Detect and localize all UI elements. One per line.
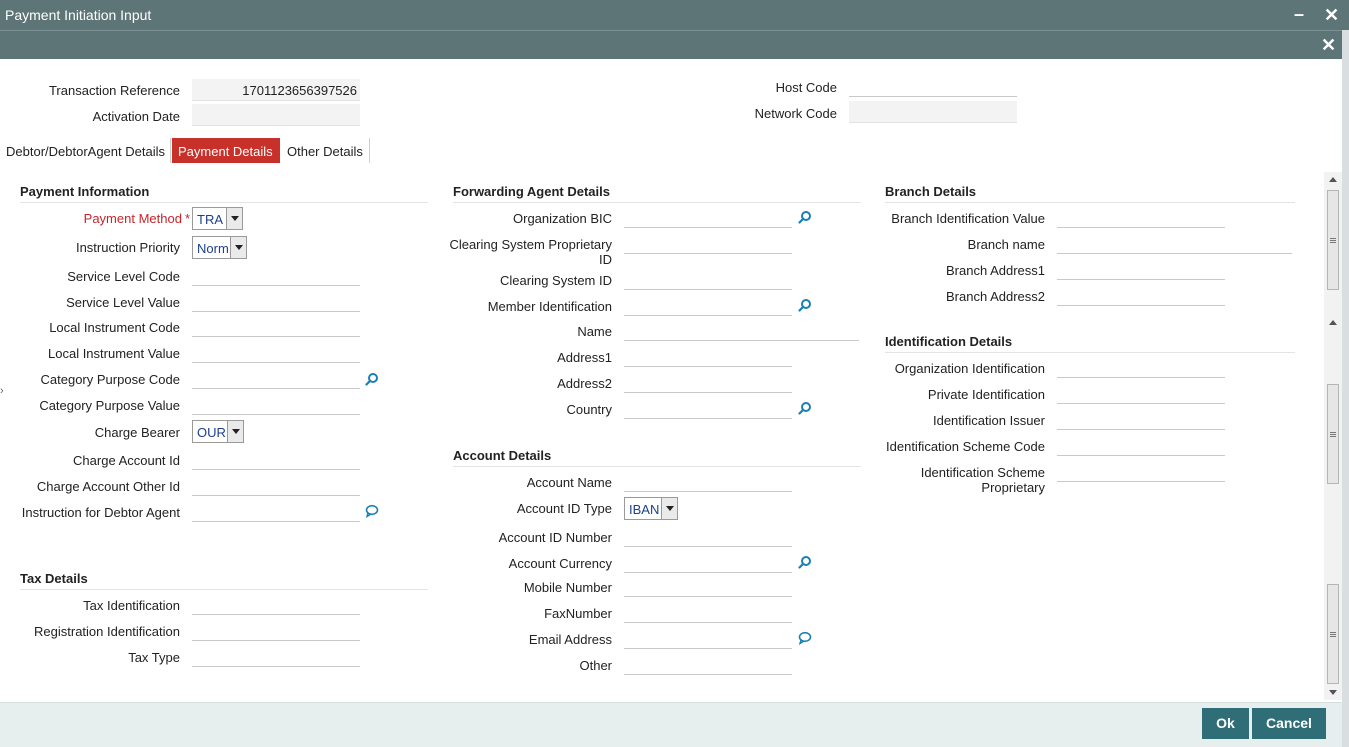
required-star: * — [184, 211, 190, 226]
window-title: Payment Initiation Input — [5, 7, 152, 23]
local-instrument-code-label: Local Instrument Code — [49, 320, 180, 335]
identification-scheme-proprietary-field[interactable] — [1057, 460, 1225, 482]
branch-address2-label: Branch Address2 — [945, 289, 1045, 304]
identification-scheme-code-field[interactable] — [1057, 434, 1225, 456]
name-field[interactable] — [624, 319, 859, 341]
minimize-icon[interactable]: – — [1294, 4, 1305, 24]
network-code-label: Network Code — [754, 106, 837, 121]
registration-identification-field[interactable] — [192, 619, 360, 641]
account-name-label: Account Name — [526, 475, 612, 490]
category-purpose-code-label: Category Purpose Code — [40, 372, 180, 387]
local-instrument-value-label: Local Instrument Value — [48, 346, 180, 361]
scroll-thumb[interactable] — [1327, 384, 1339, 484]
grip-line — [1330, 436, 1336, 437]
organization-bic-field[interactable] — [624, 206, 792, 228]
private-identification-label: Private Identification — [927, 387, 1045, 402]
service-level-value-label: Service Level Value — [66, 295, 180, 310]
comment-icon[interactable] — [798, 631, 812, 645]
grip-line — [1330, 432, 1336, 433]
transaction-reference-value: 1701123656397526 — [242, 83, 357, 98]
email-address-label: Email Address — [528, 632, 612, 647]
branch-address2-field[interactable] — [1057, 284, 1225, 306]
service-level-code-field[interactable] — [192, 264, 360, 286]
scroll-up-arrow-icon[interactable] — [1329, 320, 1337, 325]
country-label: Country — [566, 402, 612, 417]
charge-account-other-id-label: Charge Account Other Id — [36, 479, 180, 494]
branch-address1-field[interactable] — [1057, 258, 1225, 280]
identification-issuer-label: Identification Issuer — [932, 413, 1045, 428]
payment-information-title: Payment Information — [20, 183, 428, 203]
account-id-type-value: IBAN — [629, 502, 660, 517]
branch-identification-value-label: Branch Identification Value — [891, 211, 1045, 226]
clearing-proprietary-field[interactable] — [624, 232, 792, 254]
instruction-priority-select[interactable] — [192, 236, 247, 259]
organization-bic-label: Organization BIC — [513, 211, 612, 226]
branch-address1-label: Branch Address1 — [945, 263, 1045, 278]
account-currency-label: Account Currency — [508, 556, 612, 571]
payment-method-label — [20, 211, 190, 226]
search-icon[interactable] — [798, 298, 812, 312]
transaction-reference-label: Transaction Reference — [48, 83, 180, 98]
address1-label: Address1 — [557, 350, 612, 365]
tax-identification-label: Tax Identification — [83, 598, 180, 613]
category-purpose-value-field[interactable] — [192, 393, 360, 415]
account-currency-field[interactable] — [624, 551, 792, 573]
tab-payment-details[interactable]: Payment Details — [172, 138, 280, 163]
tax-identification-field[interactable] — [192, 593, 360, 615]
identification-details-title: Identification Details — [885, 333, 1295, 353]
scroll-thumb[interactable] — [1327, 584, 1339, 684]
tab-other-details[interactable]: Other Details — [287, 144, 363, 159]
search-icon[interactable] — [798, 210, 812, 224]
fax-number-field[interactable] — [624, 601, 792, 623]
category-purpose-value-label: Category Purpose Value — [39, 398, 180, 413]
chevron-down-icon[interactable] — [661, 498, 677, 519]
search-icon[interactable] — [365, 372, 379, 386]
grip-line — [1330, 636, 1336, 637]
host-code-label: Host Code — [775, 80, 837, 95]
account-id-type-select[interactable] — [624, 497, 678, 520]
search-icon[interactable] — [798, 555, 812, 569]
other-label: Other — [579, 658, 612, 673]
payment-method-value: TRA — [197, 212, 223, 227]
chevron-down-icon[interactable] — [227, 421, 243, 442]
window-titlebar — [0, 0, 1349, 30]
instruction-debtor-agent-label: Instruction for Debtor Agent — [21, 505, 180, 520]
charge-bearer-label: Charge Bearer — [94, 425, 180, 440]
forwarding-agent-title: Forwarding Agent Details — [453, 183, 861, 203]
branch-name-field[interactable] — [1057, 232, 1292, 254]
mobile-number-field[interactable] — [624, 575, 792, 597]
instruction-priority-label: Instruction Priority — [75, 240, 180, 255]
tab-debtor-details[interactable]: Debtor/DebtorAgent Details — [6, 144, 165, 159]
other-field[interactable] — [624, 653, 792, 675]
grip-line — [1330, 242, 1336, 243]
instruction-priority-value: Norm — [197, 241, 229, 256]
clearing-system-id-label: Clearing System ID — [500, 273, 612, 288]
scroll-down-arrow-icon[interactable] — [1329, 690, 1337, 695]
charge-account-id-field[interactable] — [192, 448, 360, 470]
network-code-field[interactable] — [849, 101, 1017, 123]
charge-bearer-value: OUR — [197, 425, 226, 440]
payment-method-select[interactable] — [192, 207, 243, 230]
tab-separator — [170, 138, 171, 163]
tax-details-title: Tax Details — [20, 570, 428, 590]
clearing-system-id-field[interactable] — [624, 268, 792, 290]
service-level-code-label: Service Level Code — [67, 269, 180, 284]
charge-bearer-select[interactable] — [192, 420, 244, 443]
host-code-field[interactable] — [849, 75, 1017, 97]
local-instrument-code-field[interactable] — [192, 315, 360, 337]
email-address-field[interactable] — [624, 627, 792, 649]
branch-identification-value-field[interactable] — [1057, 206, 1225, 228]
charge-account-other-id-field[interactable] — [192, 474, 360, 496]
search-icon[interactable] — [798, 401, 812, 415]
account-id-number-label: Account ID Number — [498, 530, 612, 545]
right-border — [1342, 30, 1349, 747]
charge-account-id-label: Charge Account Id — [73, 453, 180, 468]
member-identification-field[interactable] — [624, 294, 792, 316]
grip-line — [1330, 632, 1336, 633]
identification-scheme-proprietary-label: Identification Scheme Proprietary — [920, 465, 1045, 495]
organization-identification-label: Organization Identification — [894, 361, 1045, 376]
ok-button[interactable]: Ok — [1202, 708, 1249, 739]
identification-scheme-code-label: Identification Scheme Code — [886, 439, 1045, 454]
clearing-proprietary-label: Clearing System Proprietary ID — [449, 237, 612, 267]
activation-date-field[interactable] — [192, 104, 360, 126]
close-window-icon[interactable]: ✕ — [1324, 5, 1340, 25]
address1-field[interactable] — [624, 345, 792, 367]
branch-name-label: Branch name — [967, 237, 1045, 252]
scroll-up-arrow-icon[interactable] — [1329, 177, 1337, 182]
country-field[interactable] — [624, 397, 792, 419]
address2-field[interactable] — [624, 371, 792, 393]
member-identification-label: Member Identification — [487, 299, 612, 314]
transaction-reference-field[interactable] — [192, 79, 360, 101]
grip-line — [1330, 434, 1336, 435]
chevron-down-icon[interactable] — [230, 237, 246, 258]
tax-type-field[interactable] — [192, 645, 360, 667]
cancel-button[interactable]: Cancel — [1252, 708, 1326, 739]
tab-separator — [369, 138, 370, 163]
instruction-debtor-agent-field[interactable] — [192, 500, 360, 522]
collapse-arrow-icon[interactable]: › — [0, 385, 4, 397]
registration-identification-label: Registration Identification — [34, 624, 180, 639]
scroll-thumb[interactable] — [1327, 190, 1339, 290]
category-purpose-code-field[interactable] — [192, 367, 360, 389]
organization-identification-field[interactable] — [1057, 356, 1225, 378]
fax-number-label: FaxNumber — [544, 606, 612, 621]
grip-line — [1330, 240, 1336, 241]
address2-label: Address2 — [557, 376, 612, 391]
footer-bar — [0, 702, 1342, 747]
grip-line — [1330, 238, 1336, 239]
local-instrument-value-field[interactable] — [192, 341, 360, 363]
account-name-field[interactable] — [624, 470, 792, 492]
account-id-number-field[interactable] — [624, 525, 792, 547]
branch-details-title: Branch Details — [885, 183, 1295, 203]
close-form-icon[interactable]: ✕ — [1321, 35, 1337, 55]
identification-issuer-field[interactable] — [1057, 408, 1225, 430]
private-identification-field[interactable] — [1057, 382, 1225, 404]
account-details-title: Account Details — [453, 447, 861, 467]
payment-method-label-text: Payment Method — [83, 211, 182, 226]
sub-titlebar — [0, 30, 1342, 59]
name-label: Name — [577, 324, 612, 339]
service-level-value-field[interactable] — [192, 290, 360, 312]
account-id-type-label: Account ID Type — [516, 501, 612, 516]
grip-line — [1330, 634, 1336, 635]
activation-date-label: Activation Date — [92, 109, 180, 124]
mobile-number-label: Mobile Number — [523, 580, 612, 595]
comment-icon[interactable] — [365, 504, 379, 518]
chevron-down-icon[interactable] — [226, 208, 242, 229]
vertical-scrollbar[interactable] — [1324, 172, 1342, 700]
tax-type-label: Tax Type — [128, 650, 180, 665]
